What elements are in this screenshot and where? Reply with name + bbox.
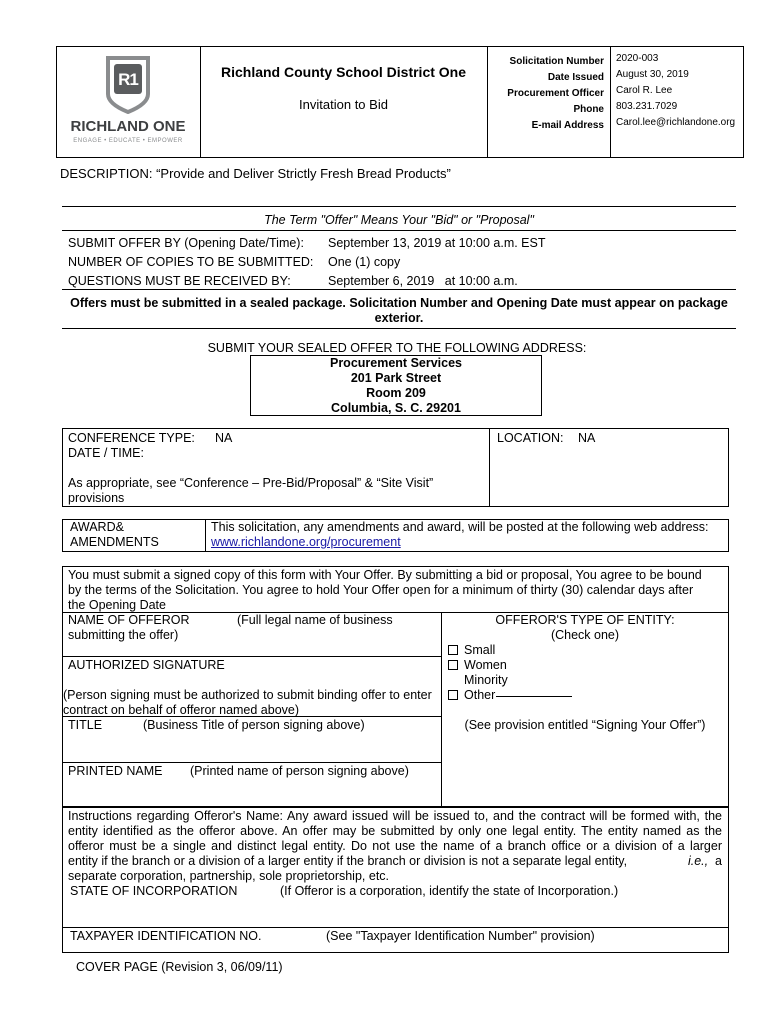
district-title: Richland County School District One — [220, 64, 467, 80]
instructions-ie: i.e., — [687, 854, 709, 868]
submission-label: NUMBER OF COPIES TO BE SUBMITTED: — [68, 255, 314, 269]
description: DESCRIPTION: “Provide and Deliver Strictly Fresh Bread Products” — [60, 166, 451, 181]
instructions-line: entity identified as the offeror above. An offer may be submitted by only one legal entity. The entity named as the — [68, 824, 722, 838]
logo-tagline: ENGAGE • EDUCATE • EMPOWER — [73, 138, 183, 144]
submission-value: September 13, 2019 at 10:00 a.m. EST — [328, 236, 546, 250]
district-logo — [62, 54, 194, 150]
offeror-name-label[interactable]: NAME OF OFFEROR — [68, 613, 190, 627]
other-blank-line[interactable] — [496, 696, 572, 697]
offeror-name-hint-2: submitting the offer) — [68, 628, 179, 642]
checkbox-small[interactable] — [448, 645, 458, 655]
title-label[interactable]: TITLE — [68, 718, 103, 732]
printed-name-label[interactable]: PRINTED NAME — [68, 764, 163, 778]
entity-option-small[interactable] — [448, 643, 495, 657]
submission-value: One (1) copy — [328, 255, 401, 269]
entity-option-minority[interactable] — [448, 673, 508, 687]
signature-note-2: contract on behalf of offeror named above) — [63, 703, 300, 717]
conference-type-value: NA — [215, 431, 233, 445]
award-divider — [205, 519, 206, 552]
offeror-rule-3 — [62, 716, 441, 717]
field-label: Solicitation Number — [509, 56, 604, 67]
instructions-tail: a — [715, 854, 722, 868]
address-line: Procurement Services — [329, 356, 462, 370]
submission-label: SUBMIT OFFER BY (Opening Date/Time): — [68, 236, 304, 250]
entity-note: (See provision entitled “Signing Your Offer”) — [464, 718, 706, 732]
offeror-rule-4 — [62, 762, 441, 763]
offeror-intro-3: the Opening Date — [68, 598, 166, 612]
footer: COVER PAGE (Revision 3, 06/09/11) — [76, 960, 283, 974]
address-line: Columbia, S. C. 29201 — [331, 401, 461, 415]
offeror-intro-2: by the terms of the Solicitation. You agree to hold Your Offer open for a minimum of thirty (30) calendar days after — [68, 583, 694, 597]
tax-id-hint: (See "Taxpayer Identification Number" provision) — [326, 929, 595, 943]
field-label: Procurement Officer — [507, 88, 604, 99]
instructions-line: offeror must be a single and distinct legal entity. Do not use the name of a branch office or a division of a larger — [68, 839, 722, 853]
header-divider-3 — [610, 46, 611, 158]
printed-name-hint: (Printed name of person signing above) — [190, 764, 409, 778]
entity-option-label: Other — [464, 688, 496, 702]
field-value: August 30, 2019 — [616, 69, 689, 80]
offeror-name-hint: (Full legal name of business — [237, 613, 393, 627]
signature-note: (Person signing must be authorized to submit binding offer to enter — [63, 688, 432, 702]
conference-type-label: CONFERENCE TYPE: — [68, 431, 195, 445]
entity-sub: (Check one) — [550, 628, 620, 642]
entity-heading: OFFEROR'S TYPE OF ENTITY: — [495, 613, 675, 627]
logo-monogram: R1 — [118, 70, 138, 89]
conference-note-2: provisions — [68, 491, 125, 505]
entity-option-women[interactable] — [448, 658, 507, 672]
logo-name: RICHLAND ONE — [70, 118, 186, 135]
instructions-text — [68, 809, 722, 884]
sealed-notice: Offers must be submitted in a sealed package. Solicitation Number and Opening Date must appear on package — [70, 296, 728, 310]
rule-sealed — [62, 328, 736, 329]
tax-id-label[interactable]: TAXPAYER IDENTIFICATION NO. — [70, 929, 262, 943]
instructions-last-line: separate corporation, partnership, sole proprietorship, etc. — [68, 869, 390, 883]
rule-top — [62, 206, 736, 207]
field-value: 803.231.7029 — [616, 101, 678, 112]
entity-option-label: Minority — [464, 673, 508, 687]
location-value: NA — [578, 431, 596, 445]
title-hint: (Business Title of person signing above) — [143, 718, 365, 732]
submission-label: QUESTIONS MUST BE RECEIVED BY: — [68, 274, 291, 288]
address-line: 201 Park Street — [350, 371, 442, 385]
field-value: Carol R. Lee — [616, 85, 673, 96]
doc-type: Invitation to Bid — [299, 97, 388, 112]
offeror-intro: You must submit a signed copy of this form with Your Offer. By submitting a bid or proposal, You agree to be bound — [68, 568, 702, 582]
field-label: Date Issued — [547, 72, 604, 83]
field-value: Carol.lee@richlandone.org — [616, 117, 736, 128]
field-value: 2020-003 — [616, 53, 659, 64]
address-heading: SUBMIT YOUR SEALED OFFER TO THE FOLLOWING ADDRESS: — [207, 341, 587, 355]
award-label: AWARD& — [70, 520, 124, 534]
conference-note: As appropriate, see “Conference – Pre-Bid/Proposal” & “Site Visit” — [68, 476, 434, 490]
state-label[interactable]: STATE OF INCORPORATION — [70, 884, 238, 898]
submission-value: September 6, 2019 at 10:00 a.m. — [328, 274, 518, 288]
conference-divider — [489, 428, 490, 507]
instructions-line: Instructions regarding Offeror's Name: Any award issued will be issued to, and the contract will be formed with, the — [68, 809, 722, 823]
field-label: Phone — [573, 104, 604, 115]
award-text: This solicitation, any amendments and award, will be posted at the following web address: — [211, 520, 709, 534]
address-line: Room 209 — [366, 386, 426, 400]
offeror-rule-2 — [62, 656, 441, 657]
sealed-notice-2: exterior. — [374, 311, 424, 325]
state-hint: (If Offeror is a corporation, identify the state of Incorporation.) — [280, 884, 619, 898]
entity-option-other[interactable] — [448, 688, 495, 702]
procurement-link[interactable]: www.richlandone.org/procurement — [211, 535, 401, 549]
signature-label[interactable]: AUTHORIZED SIGNATURE — [68, 658, 225, 672]
award-label-2: AMENDMENTS — [70, 535, 159, 549]
conference-date-label: DATE / TIME: — [68, 446, 144, 460]
instructions-line-4 — [68, 854, 722, 869]
rule-submission — [62, 289, 736, 290]
location-label: LOCATION: — [497, 431, 564, 445]
rule-mid — [62, 230, 736, 231]
checkbox-women[interactable] — [448, 660, 458, 670]
offer-term: The Term "Offer" Means Your "Bid" or "Proposal" — [264, 213, 534, 227]
instructions-line: entity if the branch or a division of a larger entity if the branch or division is not a separate legal entity, — [68, 854, 628, 868]
instructions-rule — [62, 927, 729, 928]
field-label: E-mail Address — [531, 120, 604, 131]
checkbox-other[interactable] — [448, 690, 458, 700]
entity-option-label: Small — [464, 643, 496, 657]
entity-option-label: Women — [464, 658, 507, 672]
